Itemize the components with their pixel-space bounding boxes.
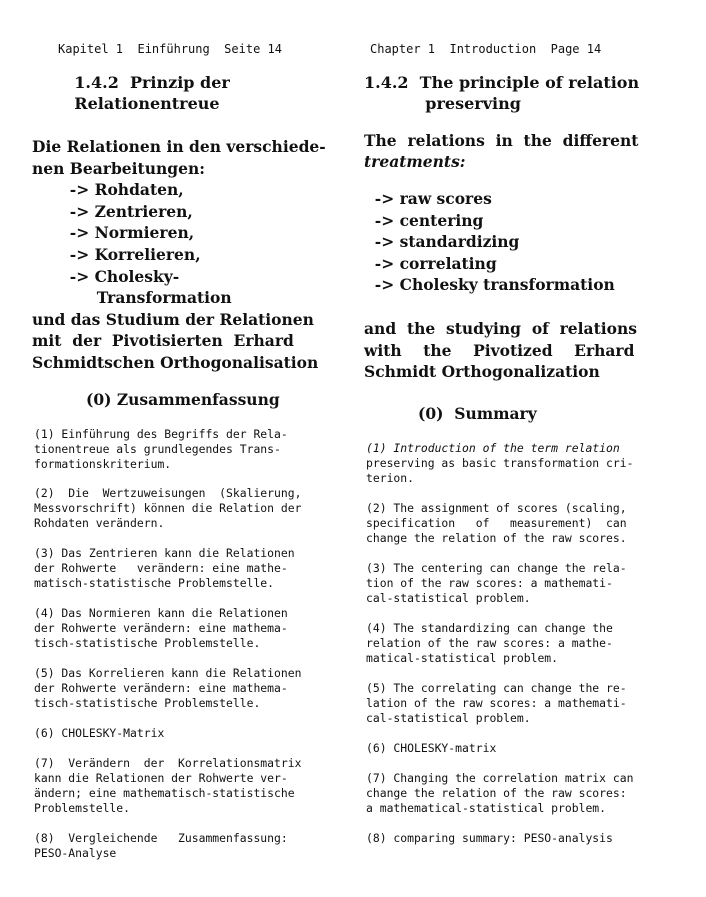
summary-item-8-en: (8) comparing summary: PESO-analysis bbox=[366, 831, 613, 845]
page-header-german: Kapitel 1 Einführung Seite 14 bbox=[58, 42, 282, 56]
transform-list-english: -> raw scores -> centering -> standardizing -> correlating -> Cholesky transformation bbox=[374, 189, 615, 295]
page-header-english: Chapter 1 Introduction Page 14 bbox=[370, 42, 602, 56]
summary-item-5-en: (5) The correlating can change the re- lation of the raw scores: a mathemati- cal-statistical problem. bbox=[366, 681, 627, 725]
intro-english-line2: treatments: bbox=[364, 152, 466, 171]
summary-item-4: (4) Das Normieren kann die Relationen der Rohwerte verändern: eine mathema- tisch-statistische Problemstelle. bbox=[34, 606, 288, 650]
summary-item-6: (6) CHOLESKY-Matrix bbox=[34, 726, 165, 740]
summary-item-3: (3) Das Zentrieren kann die Relationen der Rohwerte verändern: eine mathe- matisch-statistische Problemstelle. bbox=[34, 546, 295, 590]
summary-item-2-en: (2) The assignment of scores (scaling, specification of measurement) can change the relation of the raw scores. bbox=[366, 501, 627, 545]
summary-item-5: (5) Das Korrelieren kann die Relationen der Rohwerte verändern: eine mathema- tisch-statistische Problemstelle. bbox=[34, 666, 302, 710]
summary-item-7: (7) Verändern der Korrelationsmatrix kann die Relationen der Rohwerte ver- ändern; eine mathematisch-statistische Problemstelle. bbox=[34, 756, 302, 815]
section-title-english: 1.4.2 The principle of relation preserving bbox=[364, 73, 640, 113]
summary-title-english: (0) Summary bbox=[418, 404, 537, 423]
summary-item-2: (2) Die Wertzuweisungen (Skalierung, Messvorschrift) können die Relation der Rohdaten verändern. bbox=[34, 486, 302, 530]
summary-item-4-en: (4) The standardizing can change the relation of the raw scores: a mathe- matical-statistical problem. bbox=[366, 621, 613, 665]
closing-english: and the studying of relations with the Pivotized Erhard Schmidt Orthogonalization bbox=[364, 319, 637, 382]
summary-item-1-en-rest: preserving as basic transformation cri- terion. bbox=[366, 456, 634, 485]
summary-item-3-en: (3) The centering can change the rela- tion of the raw scores: a mathemati- cal-statistical problem. bbox=[366, 561, 627, 605]
intro-german: Die Relationen in den verschiede- nen Bearbeitungen: -> Rohdaten, -> Zentrieren, -> Normieren, -> Korrelieren, -> Cholesky- Transformation und das Studium der Relationen mit der Pivotisierten Erhard Schmidtschen Orthogonalisation bbox=[32, 137, 326, 372]
summary-item-1: (1) Einführung des Begriffs der Rela- tionentreue als grundlegendes Trans- formationskriterium. bbox=[34, 427, 288, 471]
summary-item-1-en: (1) Introduction of the term relation bbox=[366, 441, 620, 455]
summary-title-german: (0) Zusammenfassung bbox=[86, 390, 280, 409]
summary-item-7-en: (7) Changing the correlation matrix can change the relation of the raw scores: a mathematical-statistical problem. bbox=[366, 771, 634, 815]
summary-item-6-en: (6) CHOLESKY-matrix bbox=[366, 741, 497, 755]
intro-english-line1: The relations in the different bbox=[364, 131, 639, 150]
section-title-german: 1.4.2 Prinzip der Relationentreue bbox=[74, 73, 230, 113]
summary-item-8: (8) Vergleichende Zusammenfassung: PESO-Analyse bbox=[34, 831, 288, 860]
